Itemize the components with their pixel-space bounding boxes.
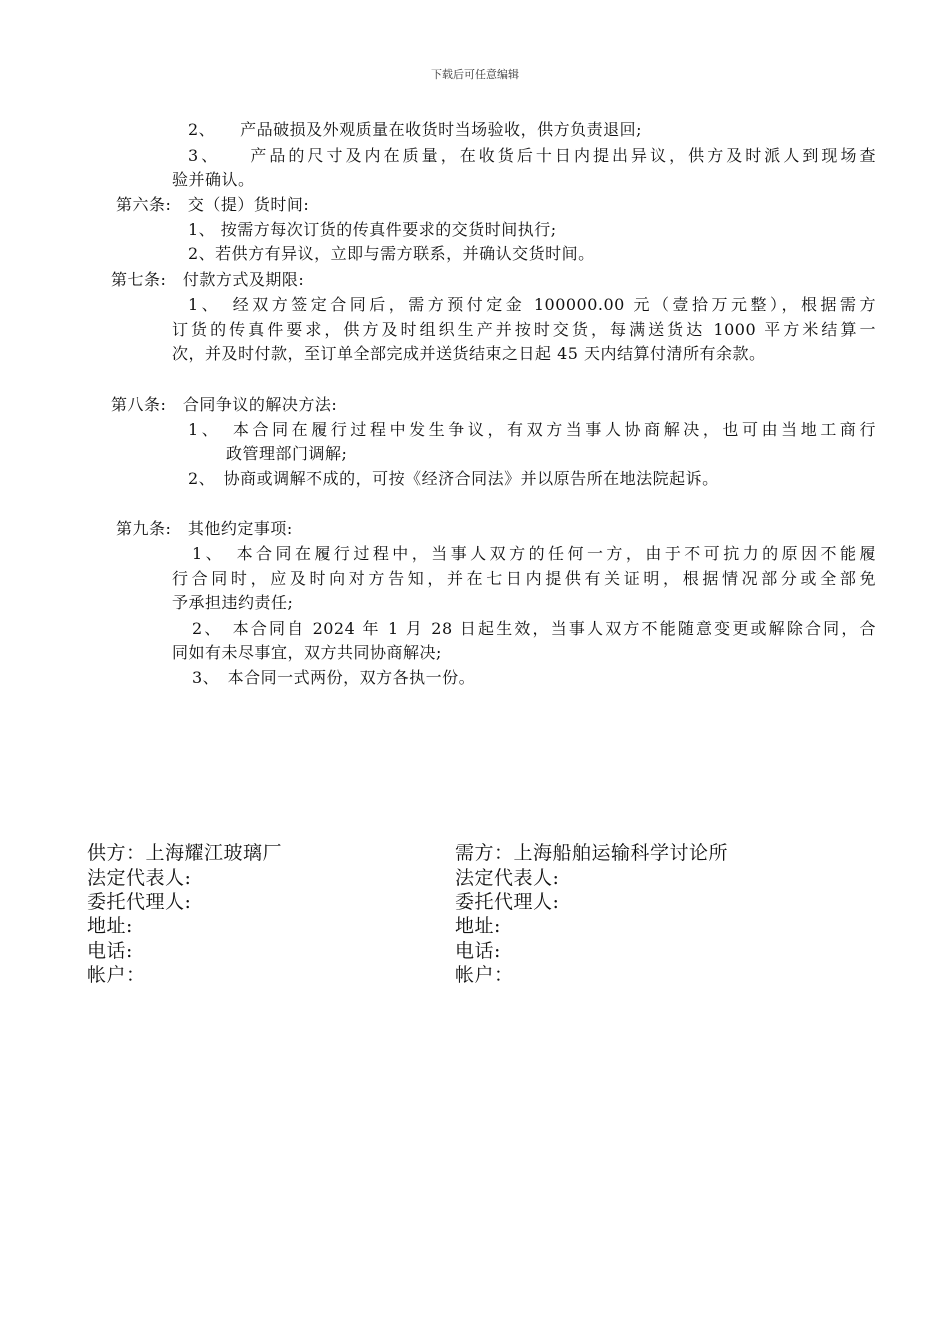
sec5-item3-line2: 验并确认。 xyxy=(172,170,255,189)
supplier-account: 帐户： xyxy=(87,964,146,986)
supplier-address: 地址: xyxy=(87,915,133,937)
buyer-rep: 法定代表人: xyxy=(455,867,560,889)
sec7-item1-line1: 1、 经双方签定合同后，需方预付定金 100000.00 元（壹拾万元整），根据需方 xyxy=(188,295,876,314)
sec8-item2: 2、 协商或调解不成的，可按《经济合同法》并以原告所在地法院起诉。 xyxy=(188,469,719,488)
buyer-account: 帐户： xyxy=(455,964,514,986)
sec9-item1-line3: 予承担违约责任; xyxy=(172,593,294,612)
sec5-item3-line1: 3、 产品的尺寸及内在质量，在收货后十日内提出异议，供方及时派人到现场查 xyxy=(188,146,876,165)
sec9-item2-line2: 同如有未尽事宜，双方共同协商解决; xyxy=(172,643,442,662)
sec8-item1-line2: 政管理部门调解; xyxy=(226,444,348,463)
sec9-title: 第九条: 其他约定事项: xyxy=(116,519,293,538)
sec7-item1-line2: 订货的传真件要求，供方及时组织生产并按时交货，每满送货达 1000 平方米结算一 xyxy=(172,320,876,339)
sec9-item3: 3、 本合同一式两份，双方各执一份。 xyxy=(192,668,476,687)
sec6-title: 第六条: 交（提）货时间: xyxy=(116,195,310,214)
buyer-name: 需方：上海船舶运输科学讨论所 xyxy=(455,842,729,864)
buyer-address: 地址: xyxy=(455,915,501,937)
sec6-item2: 2、若供方有异议，立即与需方联系，并确认交货时间。 xyxy=(188,244,595,263)
buyer-phone: 电话: xyxy=(455,940,501,962)
supplier-rep: 法定代表人: xyxy=(87,867,192,889)
sec9-item1-line2: 行合同时，应及时向对方告知，并在七日内提供有关证明，根据情况部分或全部免 xyxy=(172,569,876,588)
sec6-item1: 1、 按需方每次订货的传真件要求的交货时间执行; xyxy=(188,220,557,239)
buyer-agent: 委托代理人: xyxy=(455,891,560,913)
page-header: 下载后可任意编辑 xyxy=(431,68,519,81)
supplier-phone: 电话: xyxy=(87,940,133,962)
sec5-item2: 2、 产品破损及外观质量在收货时当场验收，供方负责退回; xyxy=(188,120,643,139)
sec9-item1-line1: 1、 本合同在履行过程中，当事人双方的任何一方，由于不可抗力的原因不能履 xyxy=(192,544,876,563)
sec9-item2-line1: 2、 本合同自 2024 年 1 月 28 日起生效，当事人双方不能随意变更或解除合同，合 xyxy=(192,619,876,638)
supplier-name: 供方：上海耀江玻璃厂 xyxy=(87,842,283,864)
sec7-title: 第七条: 付款方式及期限: xyxy=(111,270,305,289)
sec7-item1-line3: 次，并及时付款，至订单全部完成并送货结束之日起 45 天内结算付清所有余款。 xyxy=(172,344,766,363)
supplier-agent: 委托代理人: xyxy=(87,891,192,913)
sec8-title: 第八条: 合同争议的解决方法: xyxy=(111,395,338,414)
sec8-item1-line1: 1、 本合同在履行过程中发生争议，有双方当事人协商解决，也可由当地工商行 xyxy=(188,420,876,439)
